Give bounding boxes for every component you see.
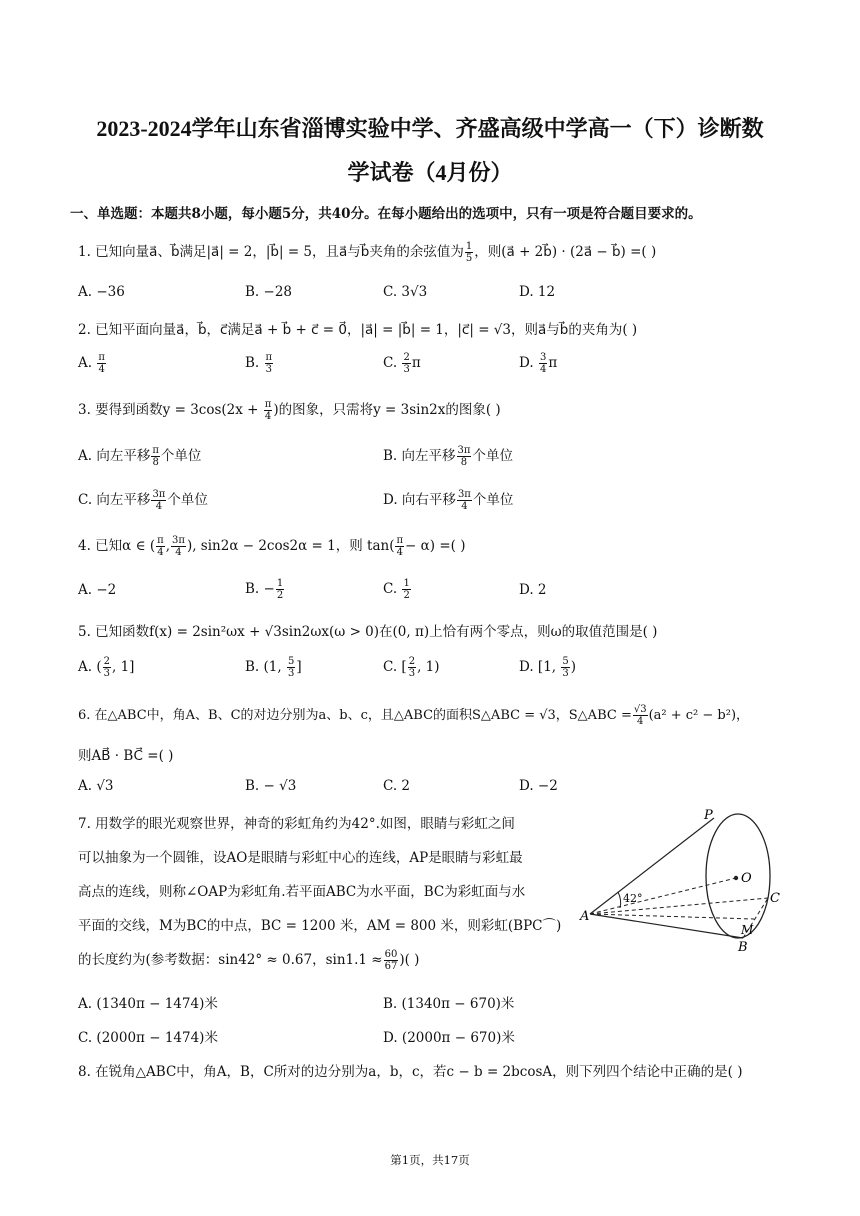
question-2-stem: 2. 已知平面向量a⃗，b⃗，c⃗满足a⃗ + b⃗ + c⃗ = 0⃗，|a⃗| = |b⃗| = 1，|c⃗| = √3，则a⃗与b⃗的夹角为( ) — [78, 322, 638, 338]
q5-option-d: D. [1, $\frac{5}{3}$ ) — [519, 656, 577, 679]
rainbow-cone-figure — [578, 806, 790, 952]
q3-option-b: B. 向左平移 $\frac{3\pi}{8}$ 个单位 — [383, 445, 513, 468]
question-3-stem: 3. 要得到函数y = 3cos(2x + $\frac{\pi}{4}$ )的图象，只需将y = 3sin2x的图象( ) — [78, 399, 501, 422]
line-ap — [590, 818, 714, 914]
q2-option-c: C. $\frac{2}{3}$ π — [383, 352, 421, 375]
fraction: $\frac{1}{5}$ — [465, 241, 473, 264]
question-1-stem: 1. 已知向量a⃗、b⃗满足|a⃗| = 2，|b⃗| = 5，且a⃗与b⃗夹角的余弦值为 $\frac{1}{5}$ ，则(a⃗ + 2b⃗) · (2a⃗ − b⃗) =( ) — [78, 241, 657, 264]
q6-option-c: C. 2 — [383, 778, 411, 794]
label-angle: 42° — [623, 892, 643, 905]
q5-option-a: A. ( $\frac{2}{3}$ , 1] — [78, 656, 135, 679]
q4-option-a: A. −2 — [78, 582, 117, 598]
label-a: A — [580, 909, 590, 924]
q7-option-d: D. (2000π − 670)米 — [383, 1030, 515, 1046]
label-m: M — [741, 923, 754, 937]
q7-option-a: A. (1340π − 1474)米 — [78, 996, 218, 1012]
page-title-line2: 学试卷（4月份） — [347, 160, 513, 185]
q6-option-b: B. − √3 — [245, 778, 297, 794]
q1-option-a: A. −36 — [78, 284, 125, 300]
line-ab — [590, 914, 743, 938]
q3-option-a: A. 向左平移 $\frac{\pi}{8}$ 个单位 — [78, 445, 202, 468]
question-4-stem: 4. 已知α ∈ ( $\frac{\pi}{4}$ , $\frac{3\pi}{4}$ ), sin2α − 2cos2α = 1，则 tan( $\frac{\pi}{4}$ − α) =( ) — [78, 535, 466, 558]
question-6-line2: 则AB⃗ · BC⃗ =( ) — [78, 748, 174, 764]
q2-option-a: A. $\frac{\pi}{4}$ — [78, 352, 105, 375]
question-7-line5: 的长度约为(参考数据：sin42° ≈ 0.67，sin1.1 ≈ $\frac{60}{67}$ )( ) — [78, 949, 420, 972]
label-p: P — [704, 808, 713, 823]
point-o — [734, 876, 738, 880]
q1-option-d: D. 12 — [519, 284, 556, 300]
q1-option-c: C. 3√3 — [383, 284, 428, 300]
angle-arc — [618, 892, 621, 908]
question-6-stem: 6. 在△ABC中，角A、B、C的对边分别为a、b、c，且△ABC的面积S△ABC = √3，S△ABC = $\frac{√3}{4}$ (a² + c² − b²)， — [78, 704, 750, 727]
question-7-line2: 可以抽象为一个圆锥，设AO是眼睛与彩虹中心的连线，AP是眼睛与彩虹最 — [78, 850, 523, 866]
q3-option-d: D. 向右平移 $\frac{3\pi}{4}$ 个单位 — [383, 489, 514, 512]
page-footer: 第1页，共17页 — [390, 1153, 470, 1167]
q3-option-c: C. 向左平移 $\frac{3\pi}{4}$ 个单位 — [78, 489, 208, 512]
q7-option-c: C. (2000π − 1474)米 — [78, 1030, 218, 1046]
q4-option-d: D. 2 — [519, 582, 547, 598]
q5-option-c: C. [ $\frac{2}{3}$ , 1) — [383, 656, 440, 679]
q4-option-b: B. − $\frac{1}{2}$ — [245, 578, 284, 601]
question-7-line3: 高点的连线，则称∠OAP为彩虹角.若平面ABC为水平面，BC为彩虹面与水 — [78, 884, 526, 900]
q7-option-b: B. (1340π − 670)米 — [383, 996, 515, 1012]
q6-option-d: D. −2 — [519, 778, 558, 794]
q4-option-c: C. $\frac{1}{2}$ — [383, 578, 410, 601]
line-ac — [590, 898, 768, 914]
label-b: B — [738, 940, 748, 952]
page-title-line1: 2023-2024学年山东省淄博实验中学、齐盛高级中学高一（下）诊断数 — [96, 116, 764, 141]
question-8-stem: 8. 在锐角△ABC中，角A，B，C所对的边分别为a，b，c，若c − b = 2bcosA，则下列四个结论中正确的是( ) — [78, 1064, 743, 1080]
question-7-line4: 平面的交线，M为BC的中点，BC = 1200 米，AM = 800 米，则彩虹(BPC⌒) — [78, 918, 562, 934]
q6-option-a: A. √3 — [78, 778, 114, 794]
line-ao — [590, 878, 736, 914]
question-7-line1: 7. 用数学的眼光观察世界，神奇的彩虹角约为42°.如图，眼睛与彩虹之间 — [78, 816, 515, 832]
cone-base-ellipse — [706, 814, 770, 938]
q1-option-b: B. −28 — [245, 284, 292, 300]
label-o: O — [741, 871, 752, 886]
question-5-stem: 5. 已知函数f(x) = 2sin²ωx + √3sin2ωx(ω > 0)在(0, π)上恰有两个零点，则ω的取值范围是( ) — [78, 624, 658, 640]
q2-option-b: B. $\frac{\pi}{3}$ — [245, 352, 273, 375]
q5-option-b: B. (1, $\frac{5}{3}$ ] — [245, 656, 302, 679]
label-c: C — [770, 891, 780, 906]
section-header: 一、单选题：本题共8小题，每小题5分，共40分。在每小题给出的选项中，只有一项是符合题目要求的。 — [70, 206, 702, 222]
q2-option-d: D. $\frac{3}{4}$ π — [519, 352, 558, 375]
